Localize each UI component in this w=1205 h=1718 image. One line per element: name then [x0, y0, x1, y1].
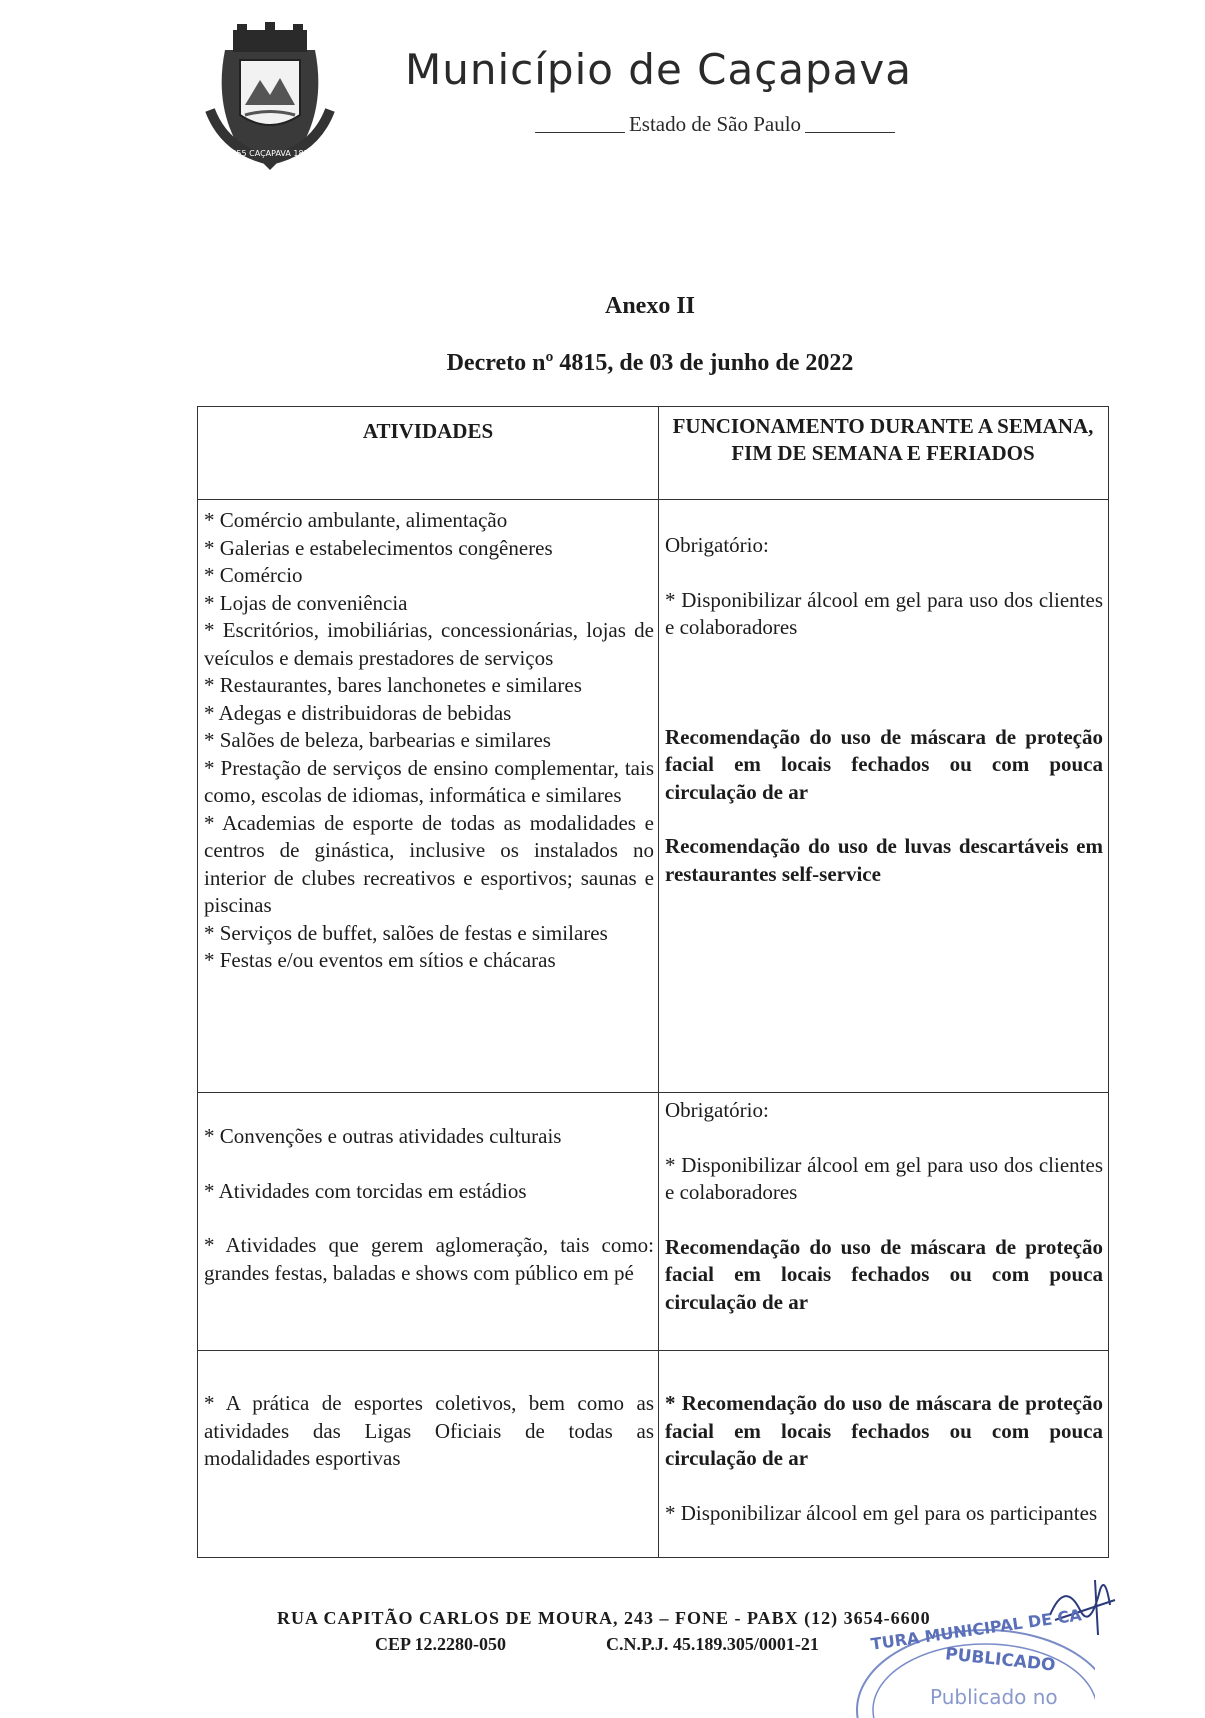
row2-activities [204, 1123, 654, 1287]
row2-requirements [665, 1097, 1103, 1316]
activities-table [197, 406, 1109, 1558]
footer-address: RUA CAPITÃO CARLOS DE MOURA, 243 – FONE - PABX (12) 3654-6600 [277, 1608, 931, 1628]
header-operation: FUNCIONAMENTO DURANTE A SEMANA, FIM DE SEMANA E FERIADOS [672, 414, 1094, 465]
state-name: Estado de São Paulo [628, 112, 802, 136]
list-item: * Convenções e outras atividades culturais [204, 1124, 562, 1148]
mandatory-item: * Disponibilizar álcool em gel para os participantes [665, 1500, 1098, 1525]
svg-text:1855 CAÇAPAVA 1875: 1855 CAÇAPAVA 1875 [226, 149, 314, 158]
row1-activities [204, 507, 654, 975]
list-item: * A prática de esportes coletivos, bem como as atividades das Ligas Oficiais de todas as modalidades esportivas [204, 1391, 654, 1470]
list-item: * Prestação de serviços de ensino complementar, tais como, escolas de idiomas, informática e similares [204, 755, 654, 807]
mandatory-item: * Disponibilizar álcool em gel para uso dos clientes e colaboradores [665, 587, 1103, 639]
recommendation-mask: Recomendação do uso de máscara de proteção facial em locais fechados ou com pouca circulação de ar [665, 724, 1103, 804]
municipal-crest-icon [205, 20, 335, 170]
recommendation-mask: * Recomendação do uso de máscara de proteção facial em locais fechados ou com pouca circulação de ar [665, 1391, 1103, 1470]
list-item: * Salões de beleza, barbearias e similares [204, 728, 551, 752]
recommendation-mask: Recomendação do uso de máscara de proteção facial em locais fechados ou com pouca circulação de ar [665, 1234, 1103, 1314]
footer-cnpj: C.N.P.J. 45.189.305/0001-21 [606, 1634, 819, 1654]
list-item: * Festas e/ou eventos em sítios e chácaras [204, 948, 556, 972]
row3-activities [204, 1390, 654, 1473]
footer-cep: CEP 12.2280-050 [375, 1634, 507, 1654]
annex-title: Anexo II [604, 293, 695, 319]
publication-stamp [835, 1600, 1095, 1718]
list-item: * Comércio [204, 563, 303, 587]
stamp-line2: PUBLICADO [944, 1644, 1057, 1676]
mandatory-label: Obrigatório: [665, 1098, 769, 1122]
row1-requirements [665, 532, 1103, 888]
stamp-line1: TURA MUNICIPAL DE CA [869, 1605, 1083, 1654]
list-item: * Serviços de buffet, salões de festas e similares [204, 920, 608, 945]
list-item: * Academias de esporte de todas as modalidades e centros de ginástica, inclusive os instalados no interior de clubes recreativos e esportivos; saunas e piscinas [204, 810, 654, 917]
mandatory-item: * Disponibilizar álcool em gel para uso dos clientes e colaboradores [665, 1152, 1103, 1204]
state-line [495, 112, 935, 137]
decree-title: Decreto nº 4815, de 03 de junho de 2022 [446, 350, 854, 376]
stamp-line3: Publicado no [930, 1685, 1058, 1709]
list-item: * Escritórios, imobiliárias, concessionárias, lojas de veículos e demais prestadores de serviços [204, 618, 654, 670]
row3-requirements [665, 1390, 1103, 1527]
municipality-name: Município de Caçapava [405, 45, 913, 94]
mandatory-label: Obrigatório: [665, 533, 769, 557]
list-item: * Comércio ambulante, alimentação [204, 508, 508, 532]
recommendation-gloves: Recomendação do uso de luvas descartáveis em restaurantes self-service [665, 834, 1103, 886]
list-item: * Restaurantes, bares lanchonetes e similares [204, 673, 582, 697]
header-activities: ATIVIDADES [362, 419, 494, 443]
list-item: * Galerias e estabelecimentos congêneres [204, 535, 553, 560]
letterhead [195, 15, 1095, 165]
list-item: * Atividades com torcidas em estádios [204, 1178, 527, 1203]
list-item: * Atividades que gerem aglomeração, tais como: grandes festas, baladas e shows com público em pé [204, 1233, 654, 1285]
list-item: * Adegas e distribuidoras de bebidas [204, 700, 512, 725]
list-item: * Lojas de conveniência [204, 590, 408, 615]
